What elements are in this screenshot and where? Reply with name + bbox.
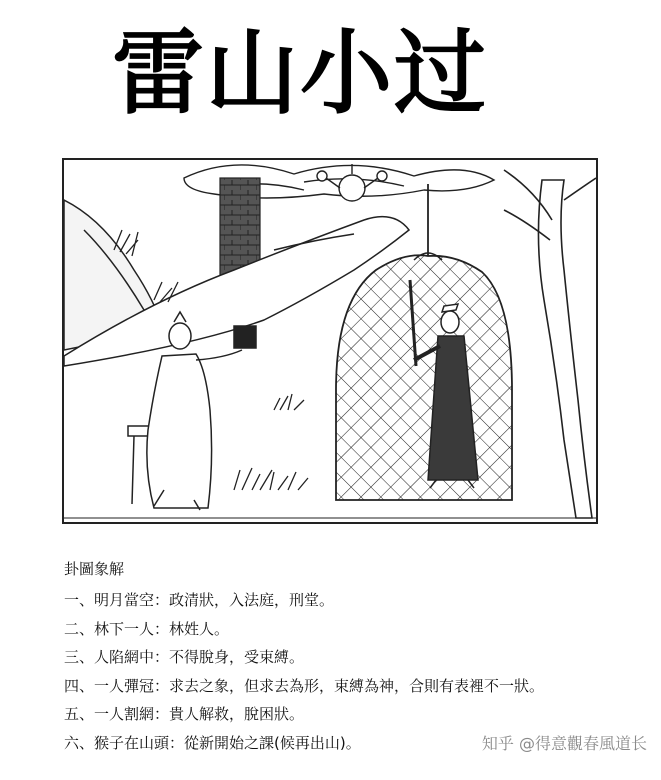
list-item: 六、猴子在山頭：從新開始之課(候再出山)。: [64, 733, 361, 752]
list-item: 四、一人彈冠：求去之象，但求去為形，束縛為神，合則有表裡不一狀。: [64, 676, 545, 695]
list-item: 二、林下一人：林姓人。: [64, 619, 230, 638]
page-title: 雷山小过: [112, 20, 489, 127]
list-item: 三、人陷網中：不得脫身，受束縛。: [64, 648, 305, 666]
list-item: 一、明月當空：政清狀，入法庭，刑堂。: [64, 591, 335, 609]
watermark: 知乎 @得意觀春風道长: [481, 734, 647, 753]
explanation-heading: 卦圖象解: [64, 560, 125, 578]
explanation-list: [64, 586, 544, 757]
tree: [504, 170, 596, 518]
hexagram-illustration: [62, 158, 598, 524]
list-item: 五、一人割網：貴人解救，脫困狀。: [64, 705, 305, 723]
